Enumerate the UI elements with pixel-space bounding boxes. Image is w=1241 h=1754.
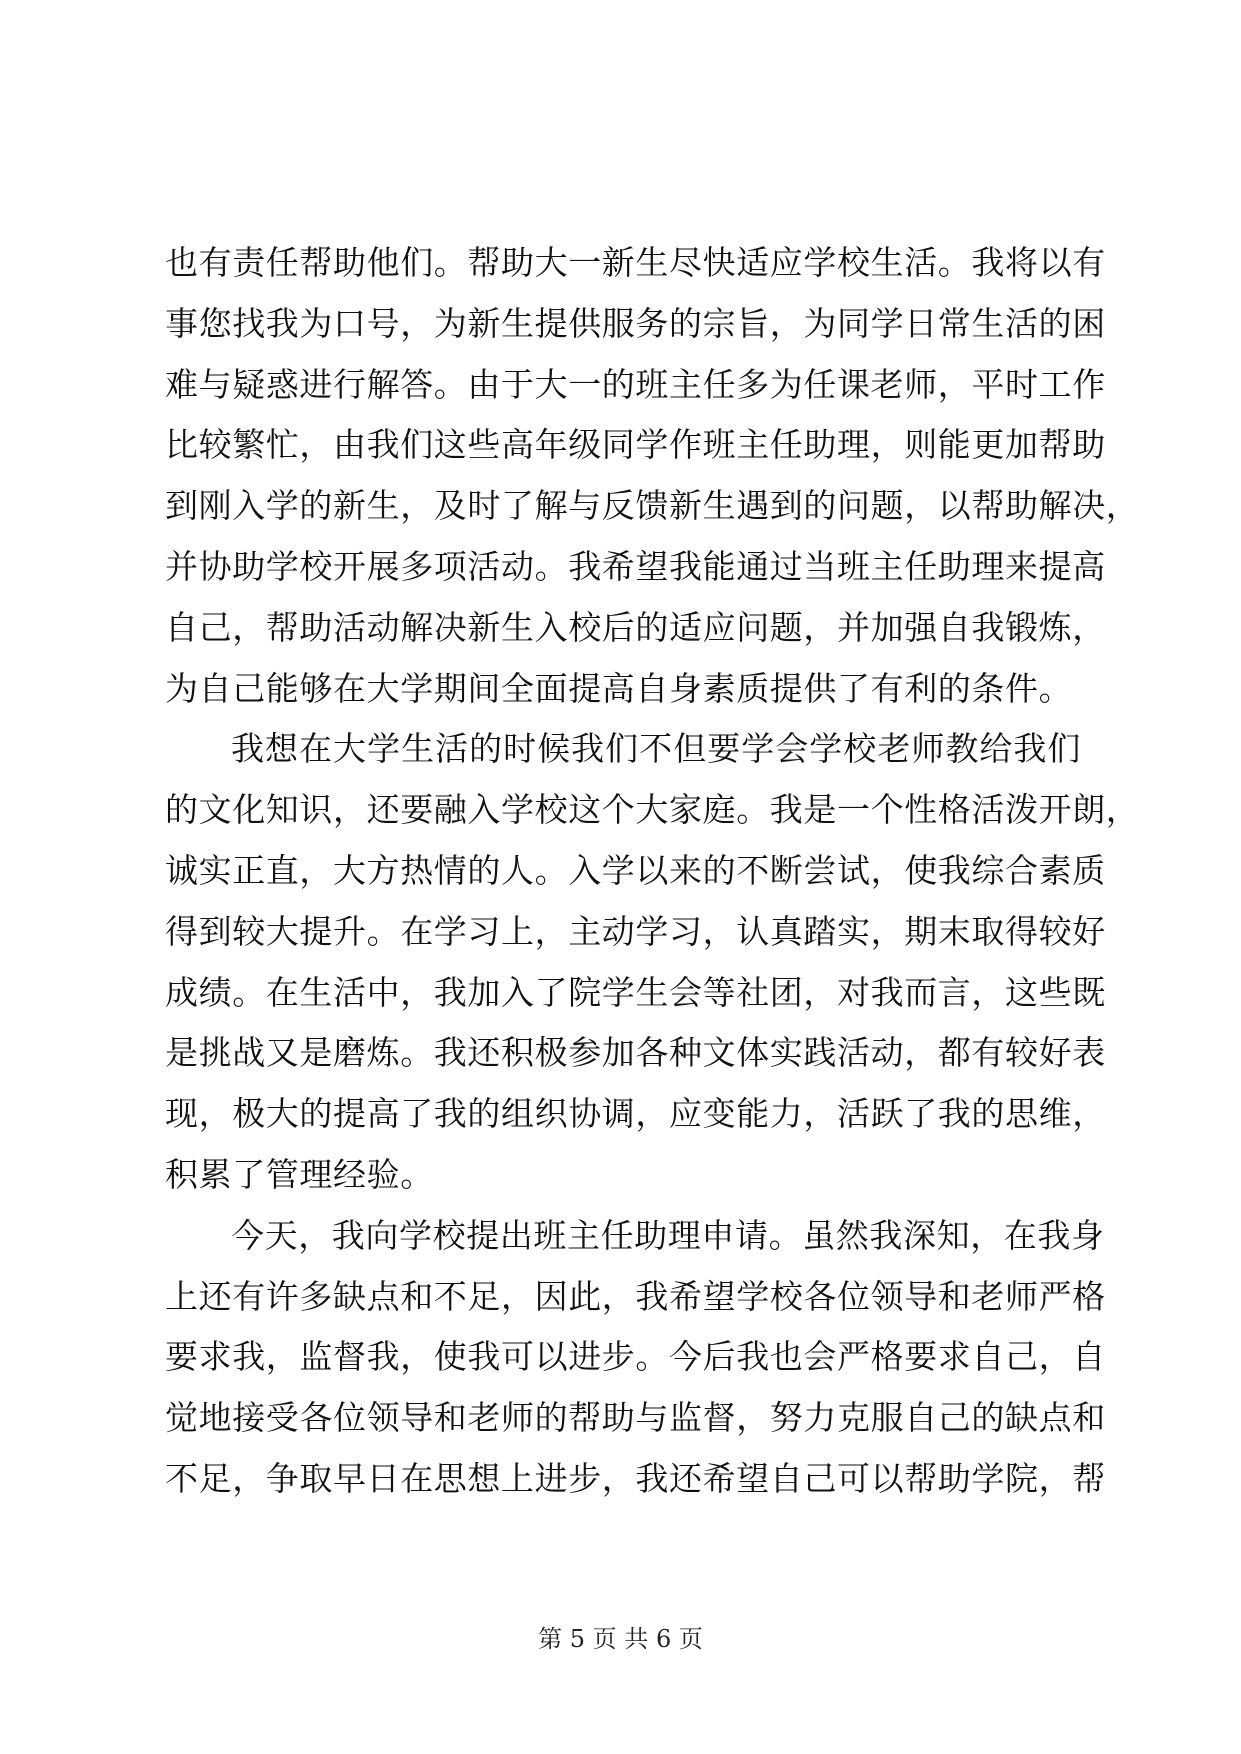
text-line: 为自己能够在大学期间全面提高自身素质提供了有利的条件。	[165, 668, 1073, 708]
text-line: 是挑战又是磨炼。我还积极参加各种文体实践活动，都有较好表	[165, 1033, 1106, 1073]
paragraph-3	[165, 1206, 1106, 1510]
text-line: 要求我，监督我，使我可以进步。今后我也会严格要求自己，自	[165, 1337, 1106, 1377]
page-number-footer: 第 5 页 共 6 页	[538, 1625, 703, 1653]
text-line: 我想在大学生活的时候我们不但要学会学校老师教给我们	[231, 729, 1081, 769]
text-line: 难与疑惑进行解答。由于大一的班主任多为任课老师，平时工作	[165, 364, 1106, 404]
document-body	[165, 233, 1140, 1510]
text-line: 上还有许多缺点和不足，因此，我希望学校各位领导和老师严格	[165, 1276, 1106, 1316]
text-line: 比较繁忙，由我们这些高年级同学作班主任助理，则能更加帮助	[165, 425, 1106, 465]
text-line: 到刚入学的新生，及时了解与反馈新生遇到的问题，以帮助解决，	[165, 486, 1140, 526]
text-line: 也有责任帮助他们。帮助大一新生尽快适应学校生活。我将以有	[165, 243, 1106, 282]
text-line: 成绩。在生活中，我加入了院学生会等社团，对我而言，这些既	[165, 972, 1106, 1012]
paragraph-2	[165, 719, 1140, 1205]
text-line: 现，极大的提高了我的组织协调，应变能力，活跃了我的思维，	[165, 1094, 1106, 1134]
text-line: 事您找我为口号，为新生提供服务的宗旨，为同学日常生活的困	[165, 303, 1106, 343]
text-line: 今天，我向学校提出班主任助理申请。虽然我深知，在我身	[231, 1215, 1105, 1255]
text-line: 得到较大提升。在学习上，主动学习，认真踏实，期末取得较好	[165, 911, 1106, 951]
text-line: 并协助学校开展多项活动。我希望我能通过当班主任助理来提高	[165, 546, 1106, 586]
text-line: 的文化知识，还要融入学校这个大家庭。我是一个性格活泼开朗，	[165, 790, 1140, 830]
paragraph-1	[165, 233, 1140, 719]
text-line: 积累了管理经验。	[165, 1154, 434, 1194]
text-line: 诚实正直，大方热情的人。入学以来的不断尝试，使我综合素质	[165, 850, 1106, 890]
text-line: 不足，争取早日在思想上进步，我还希望自己可以帮助学院，帮	[165, 1458, 1106, 1498]
text-line: 觉地接受各位领导和老师的帮助与监督，努力克服自己的缺点和	[165, 1398, 1106, 1438]
text-line: 自己，帮助活动解决新生入校后的适应问题，并加强自我锻炼，	[165, 607, 1106, 647]
